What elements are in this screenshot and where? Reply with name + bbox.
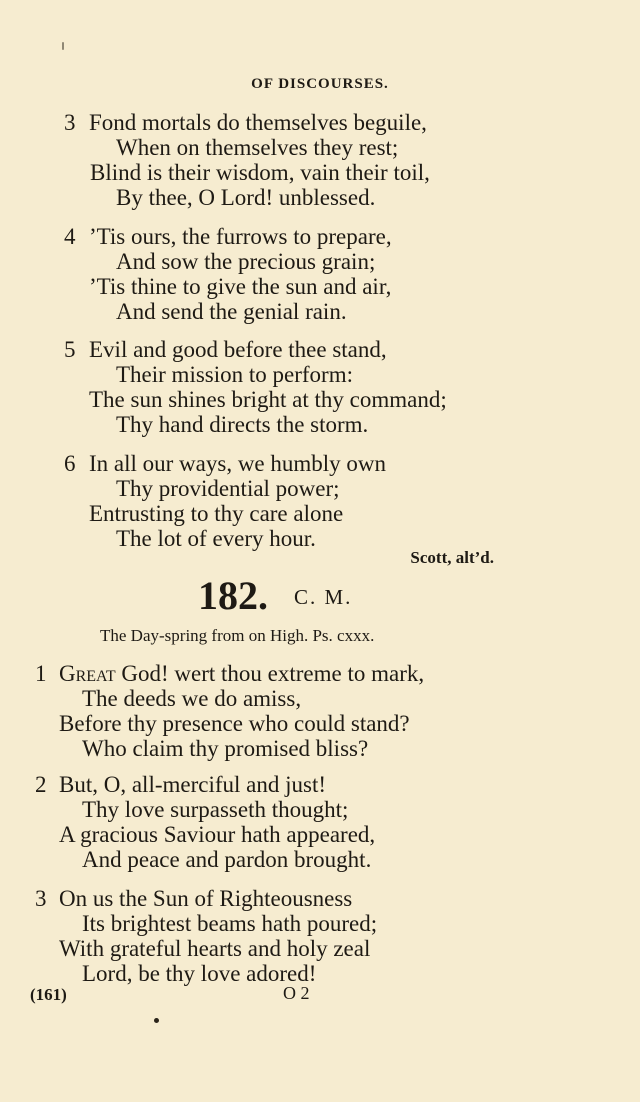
stanza-number: 3 [64,110,76,135]
verse-line: Who claim thy promised bliss? [82,736,369,761]
stanza-number: 6 [64,451,76,476]
verse-line: Its brightest beams hath poured; [82,911,378,936]
verse-line: By thee, O Lord! unblessed. [116,185,376,210]
verse-line-rest: God! wert thou extreme to mark, [115,661,425,686]
stanza-number: 3 [35,886,47,911]
ink-speck [154,1018,159,1023]
verse-line: The sun shines bright at thy command; [89,387,447,412]
page-number: (161) [30,985,67,1004]
hymn-attribution: Scott, alt’d. [410,548,494,567]
verse-line: With grateful hearts and holy zeal [59,936,371,961]
stanza-number: 2 [35,772,47,797]
verse-line: Thy love surpasseth thought; [82,797,349,822]
verse-line: Blind is their wisdom, vain their toil, [90,160,430,185]
stanza-number: 4 [64,224,76,249]
verse-line: When on themselves they rest; [116,135,399,160]
verse-line: Evil and good before thee stand, [89,337,387,362]
stanza-number: 1 [35,661,47,686]
signature-mark: O 2 [283,983,310,1003]
verse-line: Lord, be thy love adored! [82,961,317,986]
verse-line: Thy hand directs the storm. [116,412,369,437]
verse-line: The lot of every hour. [116,526,316,551]
running-head: OF DISCOURSES. [251,76,389,92]
verse-line: Fond mortals do themselves beguile, [89,110,427,135]
stanza-number: 5 [64,337,76,362]
verse-line: Their mission to perform: [116,362,353,387]
verse-line: Entrusting to thy care alone [89,501,344,526]
verse-line [59,661,424,686]
hymn-number: 182. [198,573,268,618]
verse-line: And peace and pardon brought. [82,847,372,872]
verse-line: But, O, all-merciful and just! [59,772,326,797]
verse-line: ’Tis ours, the furrows to prepare, [89,224,392,249]
verse-line: Before thy presence who could stand? [59,711,410,736]
verse-line: ’Tis thine to give the sun and air, [89,274,392,299]
verse-line: The deeds we do amiss, [82,686,302,711]
verse-line: And send the genial rain. [116,299,347,324]
verse-line: And sow the precious grain; [116,249,376,274]
verse-line: Thy providential power; [116,476,340,501]
hymn-meter: C. M. [294,585,353,609]
verse-line: In all our ways, we humbly own [89,451,387,476]
ink-speck [62,42,64,50]
hymn-subtitle: The Day-spring from on High. Ps. cxxx. [100,626,375,645]
verse-line: On us the Sun of Righteousness [59,886,353,911]
first-word: Great [59,661,116,686]
verse-line: A gracious Saviour hath appeared, [59,822,376,847]
